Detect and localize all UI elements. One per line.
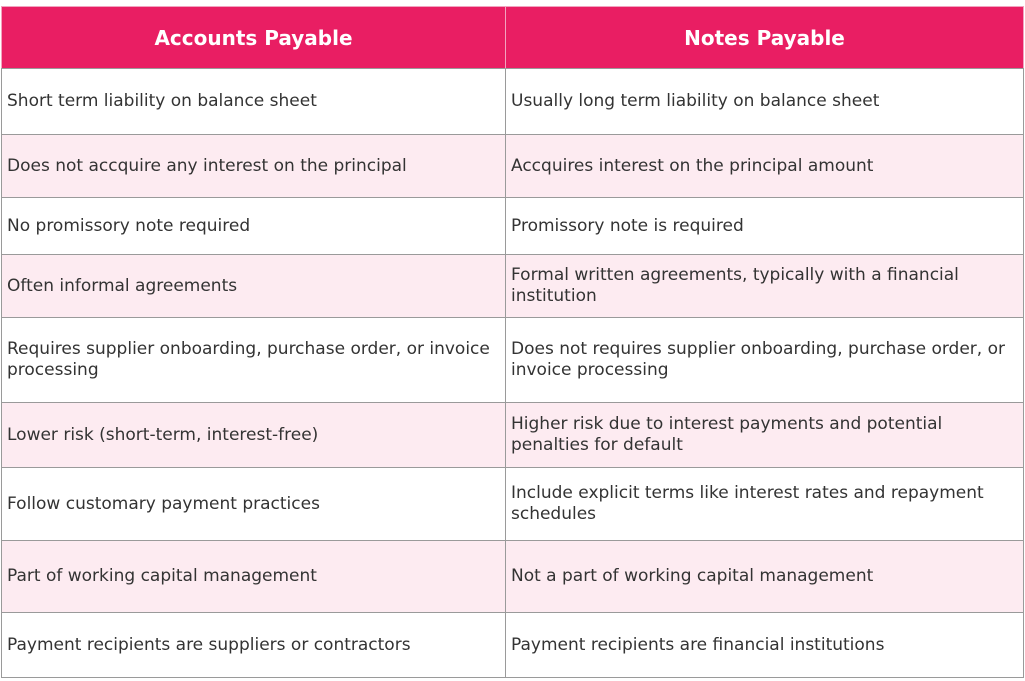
- notes-payable-cell: Promissory note is required: [506, 198, 1024, 255]
- table-row: [2, 198, 1024, 255]
- accounts-payable-cell: Often informal agreements: [2, 255, 506, 318]
- notes-payable-cell: Higher risk due to interest payments and potential penalties for default: [506, 403, 1024, 468]
- header-notes-payable: Notes Payable: [506, 7, 1024, 69]
- table-row: [2, 468, 1024, 541]
- table-header-row: [2, 7, 1024, 69]
- table-row: [2, 613, 1024, 678]
- accounts-payable-cell: Short term liability on balance sheet: [2, 69, 506, 135]
- accounts-payable-cell: No promissory note required: [2, 198, 506, 255]
- notes-payable-cell: Formal written agreements, typically with a financial institution: [506, 255, 1024, 318]
- notes-payable-cell: Include explicit terms like interest rates and repayment schedules: [506, 468, 1024, 541]
- table-row: [2, 318, 1024, 403]
- notes-payable-cell: Usually long term liability on balance sheet: [506, 69, 1024, 135]
- table-row: [2, 403, 1024, 468]
- comparison-table: [1, 6, 1024, 678]
- accounts-payable-cell: Does not accquire any interest on the principal: [2, 135, 506, 198]
- notes-payable-cell: Payment recipients are financial institutions: [506, 613, 1024, 678]
- comparison-table-container: [1, 6, 1023, 678]
- notes-payable-cell: Does not requires supplier onboarding, purchase order, or invoice processing: [506, 318, 1024, 403]
- accounts-payable-cell: Requires supplier onboarding, purchase order, or invoice processing: [2, 318, 506, 403]
- accounts-payable-cell: Follow customary payment practices: [2, 468, 506, 541]
- notes-payable-cell: Accquires interest on the principal amount: [506, 135, 1024, 198]
- accounts-payable-cell: Lower risk (short-term, interest-free): [2, 403, 506, 468]
- accounts-payable-cell: Part of working capital management: [2, 541, 506, 613]
- accounts-payable-cell: Payment recipients are suppliers or contractors: [2, 613, 506, 678]
- table-row: [2, 135, 1024, 198]
- notes-payable-cell: Not a part of working capital management: [506, 541, 1024, 613]
- header-accounts-payable: Accounts Payable: [2, 7, 506, 69]
- table-row: [2, 69, 1024, 135]
- table-row: [2, 255, 1024, 318]
- table-row: [2, 541, 1024, 613]
